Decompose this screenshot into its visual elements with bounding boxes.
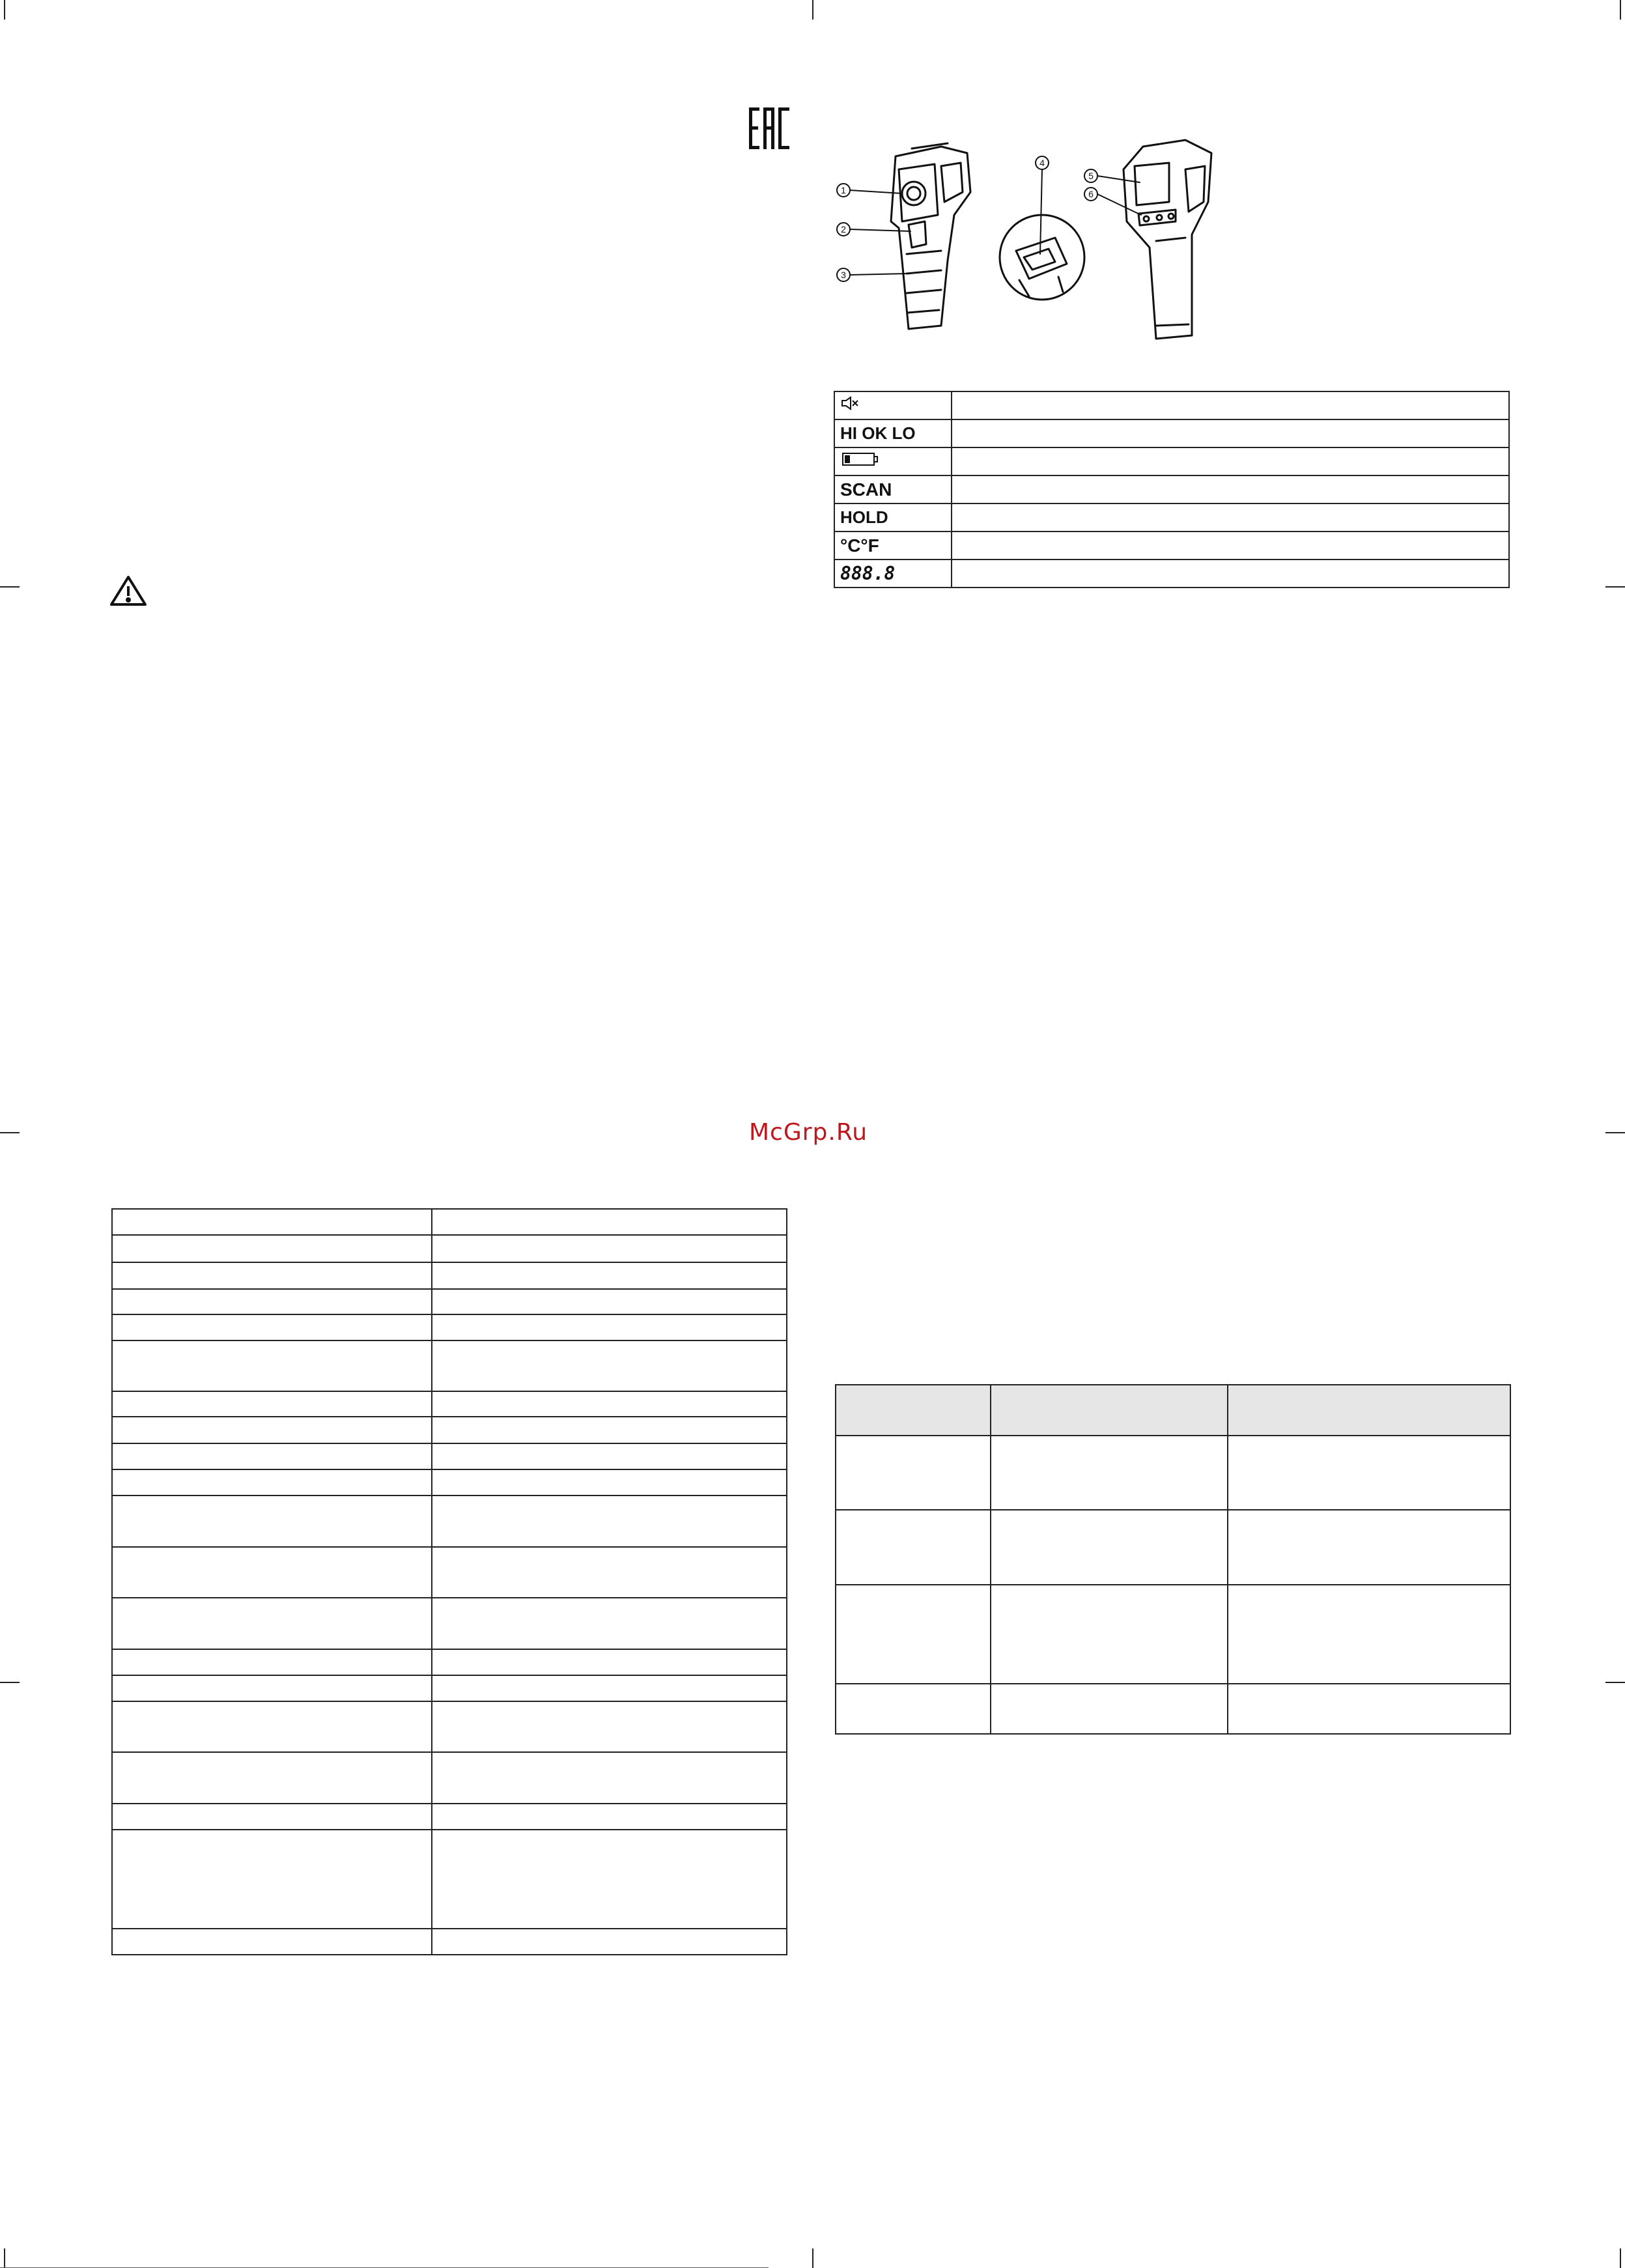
crop-mark-bottom-right <box>1620 2248 1621 2268</box>
crop-mark-right-1 <box>1605 586 1625 588</box>
legend-row <box>834 475 1509 503</box>
svg-text:1: 1 <box>841 185 846 195</box>
table-row <box>112 1443 787 1469</box>
table-row <box>112 1340 787 1391</box>
legend-row <box>834 447 1509 475</box>
table-row <box>112 1830 787 1929</box>
crop-mark-top-left <box>4 0 5 20</box>
table-row <box>112 1289 787 1314</box>
thermometer-side-view <box>891 143 970 329</box>
crop-mark-right-2 <box>1605 1132 1625 1133</box>
table-row <box>112 1547 787 1598</box>
svg-text:3: 3 <box>841 270 846 280</box>
legend-row <box>834 532 1509 560</box>
legend-row <box>834 391 1509 419</box>
table-row <box>112 1209 787 1235</box>
table-row <box>836 1684 1510 1734</box>
troubleshooting-table <box>835 1384 1511 1735</box>
svg-text:4: 4 <box>1039 158 1045 168</box>
battery-compartment-detail <box>1000 156 1084 300</box>
hi-ok-lo-symbol: HI OK LO <box>834 419 952 447</box>
watermark: McGrp.Ru <box>749 1119 868 1146</box>
table-header-row <box>836 1385 1510 1436</box>
legend-row <box>834 419 1509 447</box>
crop-mark-top-center <box>812 0 813 20</box>
scan-symbol: SCAN <box>834 475 952 503</box>
crop-mark-right-3 <box>1605 1682 1625 1683</box>
legend-row <box>834 503 1509 532</box>
table-row <box>112 1314 787 1340</box>
table-row <box>112 1469 787 1495</box>
speaker-icon <box>840 395 860 411</box>
table-row <box>112 1929 787 1955</box>
svg-text:2: 2 <box>841 224 846 234</box>
table-row <box>112 1598 787 1649</box>
svg-text:5: 5 <box>1088 171 1094 181</box>
table-row <box>112 1649 787 1675</box>
crop-mark-bottom-left <box>4 2248 5 2268</box>
svg-text:6: 6 <box>1088 189 1094 199</box>
crop-mark-left-3 <box>0 1682 20 1683</box>
display-symbols-table <box>834 391 1510 588</box>
table-row <box>112 1235 787 1262</box>
table-row <box>112 1417 787 1443</box>
crop-mark-bottom-center <box>812 2248 813 2268</box>
hold-symbol: HOLD <box>834 503 952 532</box>
device-illustration <box>821 130 1231 352</box>
celsius-fahrenheit-symbol: °C°F <box>834 532 952 560</box>
thermometer-rear-view <box>1123 140 1211 339</box>
table-row <box>836 1585 1510 1684</box>
table-row <box>112 1391 787 1417</box>
warning-icon <box>109 574 147 607</box>
table-row <box>112 1752 787 1804</box>
table-row <box>112 1675 787 1701</box>
battery-icon <box>840 451 879 468</box>
legend-row <box>834 560 1509 588</box>
table-row <box>836 1510 1510 1585</box>
table-row <box>112 1495 787 1547</box>
specifications-table <box>111 1208 787 1955</box>
table-row <box>112 1701 787 1752</box>
table-row <box>112 1262 787 1289</box>
crop-mark-top-right <box>1620 0 1621 20</box>
table-row <box>836 1436 1510 1510</box>
crop-mark-left-2 <box>0 1132 20 1133</box>
table-row <box>112 1804 787 1830</box>
segment-display-symbol: 888.8 <box>834 560 952 588</box>
crop-mark-left-1 <box>0 586 20 588</box>
eac-certification-mark <box>749 107 789 149</box>
